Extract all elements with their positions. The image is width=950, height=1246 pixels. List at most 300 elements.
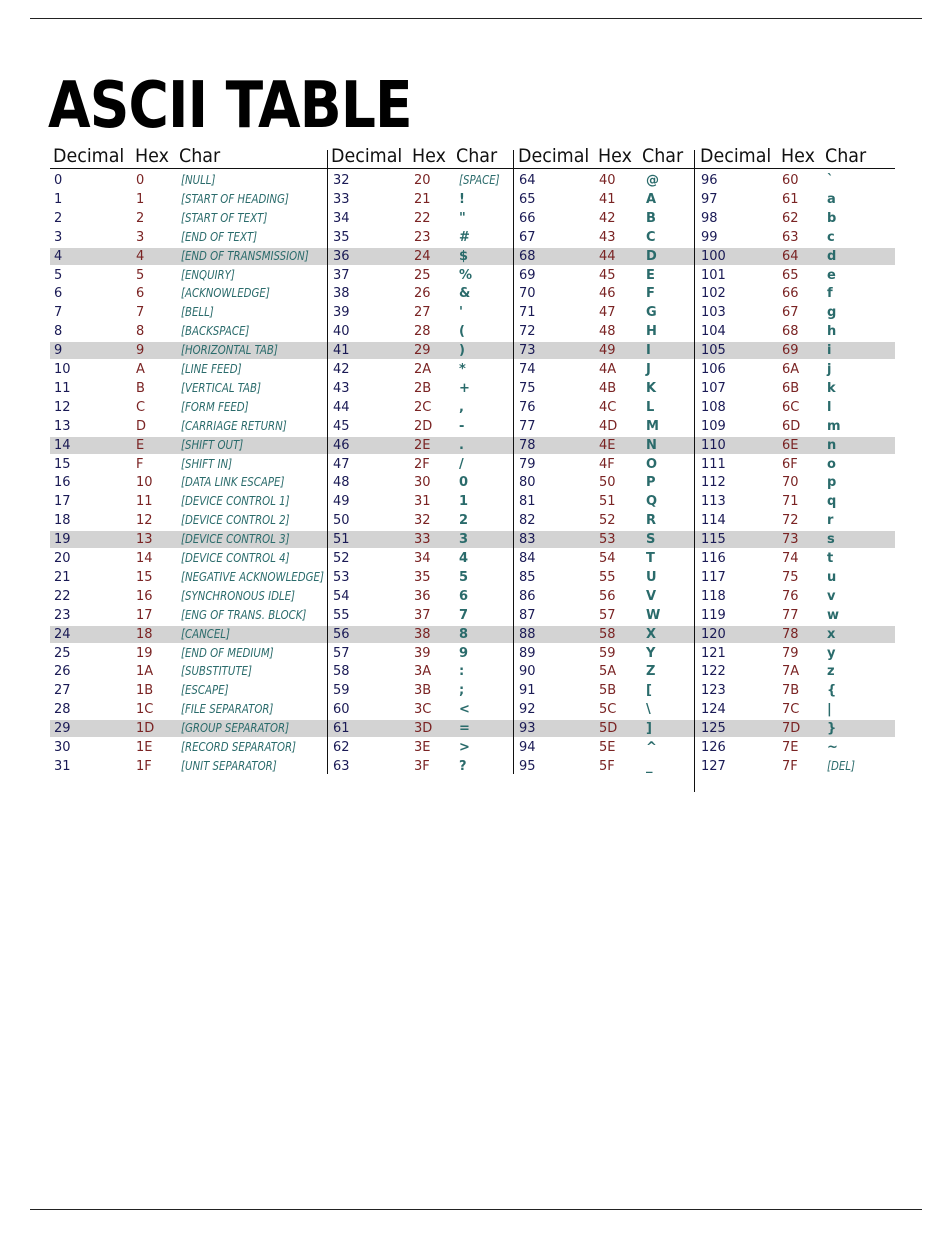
hex-cell: 51 bbox=[599, 494, 616, 510]
decimal-cell: 49 bbox=[333, 494, 350, 510]
char-cell: ] bbox=[646, 721, 652, 737]
decimal-cell: 116 bbox=[701, 551, 726, 566]
char-cell: r bbox=[827, 513, 834, 529]
decimal-cell: 0 bbox=[54, 173, 63, 188]
char-cell: $ bbox=[459, 248, 469, 264]
table-row bbox=[0, 662, 950, 681]
decimal-cell: 57 bbox=[333, 645, 350, 661]
hex-cell: 73 bbox=[782, 532, 799, 548]
hex-cell: 48 bbox=[599, 324, 616, 340]
decimal-cell: 109 bbox=[701, 418, 726, 434]
char-cell: J bbox=[646, 362, 651, 377]
hex-cell: 23 bbox=[414, 229, 431, 245]
char-cell: [DEVICE CONTROL 2] bbox=[181, 513, 290, 528]
decimal-cell: 40 bbox=[333, 324, 350, 340]
char-cell: ' bbox=[459, 305, 463, 321]
hex-cell: 78 bbox=[782, 626, 799, 642]
decimal-cell: 114 bbox=[701, 513, 726, 529]
char-cell: l bbox=[827, 399, 832, 415]
char-cell: [END OF TEXT] bbox=[181, 229, 258, 244]
decimal-cell: 21 bbox=[54, 569, 71, 585]
header-hex-2: Hex bbox=[412, 145, 446, 167]
hex-cell: 12 bbox=[136, 513, 153, 529]
char-cell: u bbox=[827, 569, 837, 585]
decimal-cell: 115 bbox=[701, 532, 726, 548]
char-cell: c bbox=[827, 229, 835, 245]
hex-cell: 4B bbox=[599, 380, 617, 396]
hex-cell: 41 bbox=[599, 191, 616, 207]
decimal-cell: 93 bbox=[519, 721, 536, 737]
hex-cell: 64 bbox=[782, 248, 799, 264]
decimal-cell: 17 bbox=[54, 494, 71, 510]
decimal-cell: 84 bbox=[519, 551, 536, 566]
decimal-cell: 31 bbox=[54, 758, 71, 774]
char-cell: d bbox=[827, 248, 837, 264]
char-cell: [BACKSPACE] bbox=[181, 324, 250, 339]
hex-cell: 6 bbox=[136, 286, 145, 302]
hex-cell: 74 bbox=[782, 551, 799, 566]
hex-cell: 29 bbox=[414, 343, 431, 359]
char-cell: I bbox=[646, 343, 651, 359]
hex-cell: 5D bbox=[599, 721, 618, 737]
char-cell: [END OF TRANSMISSION] bbox=[181, 248, 309, 263]
char-cell: y bbox=[827, 645, 836, 661]
char-cell: [VERTICAL TAB] bbox=[181, 380, 262, 395]
decimal-cell: 26 bbox=[54, 664, 71, 680]
decimal-cell: 33 bbox=[333, 191, 350, 207]
header-char-1: Char bbox=[179, 145, 221, 167]
char-cell: 9 bbox=[459, 645, 469, 661]
decimal-cell: 22 bbox=[54, 588, 71, 604]
char-cell: % bbox=[459, 267, 473, 283]
hex-cell: A bbox=[136, 362, 145, 377]
decimal-cell: 88 bbox=[519, 626, 536, 642]
char-cell: D bbox=[646, 248, 657, 264]
decimal-cell: 63 bbox=[333, 758, 350, 774]
decimal-cell: 47 bbox=[333, 456, 350, 472]
decimal-cell: 102 bbox=[701, 286, 726, 302]
decimal-cell: 12 bbox=[54, 399, 71, 415]
char-cell: @ bbox=[646, 173, 659, 188]
hex-cell: 52 bbox=[599, 513, 616, 529]
hex-cell: 50 bbox=[599, 475, 616, 491]
hex-cell: 40 bbox=[599, 173, 616, 188]
char-cell: ~ bbox=[827, 740, 838, 755]
table-row bbox=[0, 379, 950, 398]
char-cell: [SHIFT OUT] bbox=[181, 437, 244, 452]
char-cell: - bbox=[459, 418, 465, 434]
decimal-cell: 32 bbox=[333, 173, 350, 188]
char-cell: < bbox=[459, 702, 470, 718]
decimal-cell: 54 bbox=[333, 588, 350, 604]
decimal-cell: 58 bbox=[333, 664, 350, 680]
hex-cell: 70 bbox=[782, 475, 799, 491]
hex-cell: 1F bbox=[136, 758, 152, 774]
hex-cell: 79 bbox=[782, 645, 799, 661]
char-cell: & bbox=[459, 286, 471, 302]
hex-cell: 13 bbox=[136, 532, 153, 548]
decimal-cell: 106 bbox=[701, 362, 726, 377]
decimal-cell: 52 bbox=[333, 551, 350, 566]
char-cell: \ bbox=[646, 702, 651, 718]
char-cell: p bbox=[827, 475, 837, 491]
decimal-cell: 50 bbox=[333, 513, 350, 529]
decimal-cell: 78 bbox=[519, 437, 536, 453]
decimal-cell: 44 bbox=[333, 399, 350, 415]
hex-cell: 5E bbox=[599, 740, 616, 755]
char-cell: x bbox=[827, 626, 836, 642]
hex-cell: 3F bbox=[414, 758, 430, 774]
decimal-cell: 20 bbox=[54, 551, 71, 566]
table-row bbox=[0, 700, 950, 719]
char-cell: [LINE FEED] bbox=[181, 362, 242, 376]
decimal-cell: 10 bbox=[54, 362, 71, 377]
decimal-cell: 29 bbox=[54, 721, 71, 737]
header-hex-4: Hex bbox=[781, 145, 815, 167]
hex-cell: 3C bbox=[414, 702, 432, 718]
hex-cell: 3D bbox=[414, 721, 433, 737]
decimal-cell: 119 bbox=[701, 607, 726, 623]
decimal-cell: 24 bbox=[54, 626, 71, 642]
char-cell: M bbox=[646, 418, 659, 434]
hex-cell: B bbox=[136, 380, 145, 396]
hex-cell: 7B bbox=[782, 683, 800, 699]
decimal-cell: 19 bbox=[54, 532, 71, 548]
hex-cell: 24 bbox=[414, 248, 431, 264]
table-row bbox=[0, 436, 950, 455]
decimal-cell: 80 bbox=[519, 475, 536, 491]
char-cell: ; bbox=[459, 683, 465, 699]
char-cell: = bbox=[459, 721, 470, 737]
hex-cell: 65 bbox=[782, 267, 799, 283]
char-cell: T bbox=[646, 551, 655, 566]
char-cell: [START OF HEADING] bbox=[181, 191, 289, 206]
char-cell: N bbox=[646, 437, 657, 453]
header-char-4: Char bbox=[825, 145, 867, 167]
hex-cell: 10 bbox=[136, 475, 153, 491]
decimal-cell: 38 bbox=[333, 286, 350, 302]
char-cell: ! bbox=[459, 191, 465, 207]
hex-cell: 3A bbox=[414, 664, 432, 680]
char-cell: [DEL] bbox=[827, 758, 855, 773]
char-cell: f bbox=[827, 286, 833, 302]
decimal-cell: 74 bbox=[519, 362, 536, 377]
hex-cell: 17 bbox=[136, 607, 153, 623]
char-cell: t bbox=[827, 551, 834, 566]
char-cell: [END OF MEDIUM] bbox=[181, 645, 274, 660]
table-row bbox=[0, 530, 950, 549]
char-cell: [START OF TEXT] bbox=[181, 210, 268, 225]
header-decimal-3: Decimal bbox=[518, 145, 590, 167]
decimal-cell: 46 bbox=[333, 437, 350, 453]
hex-cell: 43 bbox=[599, 229, 616, 245]
table-row bbox=[0, 360, 950, 379]
char-cell: Y bbox=[646, 645, 656, 661]
decimal-cell: 34 bbox=[333, 210, 350, 226]
hex-cell: E bbox=[136, 437, 145, 453]
decimal-cell: 41 bbox=[333, 343, 350, 359]
table-row bbox=[0, 228, 950, 247]
decimal-cell: 14 bbox=[54, 437, 71, 453]
table-row bbox=[0, 511, 950, 530]
char-cell: O bbox=[646, 456, 658, 472]
page-title: ASCII TABLE bbox=[48, 69, 412, 143]
table-row bbox=[0, 171, 950, 190]
decimal-cell: 126 bbox=[701, 740, 726, 755]
char-cell: [HORIZONTAL TAB] bbox=[181, 343, 278, 358]
decimal-cell: 118 bbox=[701, 588, 726, 604]
hex-cell: 72 bbox=[782, 513, 799, 529]
hex-cell: 53 bbox=[599, 532, 616, 548]
decimal-cell: 39 bbox=[333, 305, 350, 321]
hex-cell: 58 bbox=[599, 626, 616, 642]
table-row bbox=[0, 757, 950, 776]
hex-cell: 4C bbox=[599, 399, 617, 415]
decimal-cell: 8 bbox=[54, 324, 63, 340]
decimal-cell: 71 bbox=[519, 305, 536, 321]
char-cell: [SUBSTITUTE] bbox=[181, 664, 252, 679]
char-cell: z bbox=[827, 664, 835, 680]
hex-cell: 3B bbox=[414, 683, 432, 699]
hex-cell: 28 bbox=[414, 324, 431, 340]
table-row bbox=[0, 190, 950, 209]
char-cell: 8 bbox=[459, 626, 469, 642]
hex-cell: 1D bbox=[136, 721, 155, 737]
char-cell: 6 bbox=[459, 588, 469, 604]
decimal-cell: 82 bbox=[519, 513, 536, 529]
hex-cell: 49 bbox=[599, 343, 616, 359]
hex-cell: 54 bbox=[599, 551, 616, 566]
hex-cell: 16 bbox=[136, 588, 153, 604]
decimal-cell: 87 bbox=[519, 607, 536, 623]
decimal-cell: 85 bbox=[519, 569, 536, 585]
char-cell: m bbox=[827, 418, 841, 434]
table-row bbox=[0, 492, 950, 511]
char-cell: [NEGATIVE ACKNOWLEDGE] bbox=[181, 569, 324, 584]
char-cell: [CANCEL] bbox=[181, 626, 230, 641]
table-row bbox=[0, 568, 950, 587]
decimal-cell: 35 bbox=[333, 229, 350, 245]
decimal-cell: 92 bbox=[519, 702, 536, 718]
hex-cell: 2D bbox=[414, 418, 433, 434]
hex-cell: 2F bbox=[414, 456, 430, 472]
char-cell: k bbox=[827, 380, 836, 396]
decimal-cell: 113 bbox=[701, 494, 726, 510]
char-cell: [ bbox=[646, 683, 652, 699]
char-cell: , bbox=[459, 399, 464, 415]
char-cell: a bbox=[827, 191, 836, 207]
hex-cell: 38 bbox=[414, 626, 431, 642]
decimal-cell: 55 bbox=[333, 607, 350, 623]
char-cell: ) bbox=[459, 343, 465, 359]
char-cell: : bbox=[459, 664, 465, 680]
decimal-cell: 70 bbox=[519, 286, 536, 302]
table-row bbox=[0, 247, 950, 266]
hex-cell: 2C bbox=[414, 399, 432, 415]
table-row bbox=[0, 606, 950, 625]
table-row bbox=[0, 209, 950, 228]
table-row bbox=[0, 587, 950, 606]
char-cell: e bbox=[827, 267, 836, 283]
char-cell: . bbox=[459, 437, 464, 453]
decimal-cell: 73 bbox=[519, 343, 536, 359]
decimal-cell: 79 bbox=[519, 456, 536, 472]
hex-cell: 63 bbox=[782, 229, 799, 245]
decimal-cell: 45 bbox=[333, 418, 350, 434]
decimal-cell: 121 bbox=[701, 645, 726, 661]
char-cell: [DATA LINK ESCAPE] bbox=[181, 475, 285, 490]
decimal-cell: 68 bbox=[519, 248, 536, 264]
char-cell: L bbox=[646, 399, 655, 415]
table-row bbox=[0, 341, 950, 360]
decimal-cell: 18 bbox=[54, 513, 71, 529]
char-cell: V bbox=[646, 588, 657, 604]
decimal-cell: 65 bbox=[519, 191, 536, 207]
decimal-cell: 97 bbox=[701, 191, 718, 207]
char-cell: + bbox=[459, 380, 470, 396]
char-cell: [ESCAPE] bbox=[181, 683, 229, 698]
char-cell: 3 bbox=[459, 532, 469, 548]
char-cell: " bbox=[459, 210, 466, 226]
char-cell: q bbox=[827, 494, 837, 510]
char-cell: A bbox=[646, 191, 657, 207]
hex-cell: 4E bbox=[599, 437, 616, 453]
decimal-cell: 112 bbox=[701, 475, 726, 491]
hex-cell: 5C bbox=[599, 702, 617, 718]
decimal-cell: 23 bbox=[54, 607, 71, 623]
hex-cell: 7 bbox=[136, 305, 145, 321]
hex-cell: 7E bbox=[782, 740, 799, 755]
hex-cell: 0 bbox=[136, 173, 145, 188]
decimal-cell: 36 bbox=[333, 248, 350, 264]
decimal-cell: 117 bbox=[701, 569, 726, 585]
header-char-3: Char bbox=[642, 145, 684, 167]
char-cell: 5 bbox=[459, 569, 469, 585]
table-row bbox=[0, 322, 950, 341]
hex-cell: 69 bbox=[782, 343, 799, 359]
hex-cell: 1E bbox=[136, 740, 153, 755]
decimal-cell: 83 bbox=[519, 532, 536, 548]
hex-cell: 6A bbox=[782, 362, 800, 377]
decimal-cell: 110 bbox=[701, 437, 726, 453]
decimal-cell: 42 bbox=[333, 362, 350, 377]
hex-cell: C bbox=[136, 399, 146, 415]
hex-cell: 21 bbox=[414, 191, 431, 207]
table-row bbox=[0, 644, 950, 663]
hex-cell: 19 bbox=[136, 645, 153, 661]
decimal-cell: 15 bbox=[54, 456, 71, 472]
hex-cell: 8 bbox=[136, 324, 145, 340]
hex-cell: 35 bbox=[414, 569, 431, 585]
table-row bbox=[0, 549, 950, 568]
decimal-cell: 6 bbox=[54, 286, 63, 302]
decimal-cell: 64 bbox=[519, 173, 536, 188]
table-row bbox=[0, 455, 950, 474]
hex-cell: 1A bbox=[136, 664, 154, 680]
hex-cell: 2E bbox=[414, 437, 431, 453]
char-cell: ` bbox=[827, 173, 834, 188]
char-cell: X bbox=[646, 626, 657, 642]
decimal-cell: 81 bbox=[519, 494, 536, 510]
decimal-cell: 28 bbox=[54, 702, 71, 718]
decimal-cell: 125 bbox=[701, 721, 726, 737]
hex-cell: 1C bbox=[136, 702, 154, 718]
char-cell: [DEVICE CONTROL 1] bbox=[181, 494, 290, 509]
decimal-cell: 7 bbox=[54, 305, 63, 321]
hex-cell: 1B bbox=[136, 683, 154, 699]
hex-cell: 5 bbox=[136, 267, 145, 283]
decimal-cell: 123 bbox=[701, 683, 726, 699]
decimal-cell: 72 bbox=[519, 324, 536, 340]
hex-cell: 67 bbox=[782, 305, 799, 321]
hex-cell: 37 bbox=[414, 607, 431, 623]
decimal-cell: 62 bbox=[333, 740, 350, 755]
char-cell: [DEVICE CONTROL 4] bbox=[181, 551, 290, 565]
hex-cell: 6D bbox=[782, 418, 801, 434]
hex-cell: 15 bbox=[136, 569, 153, 585]
decimal-cell: 124 bbox=[701, 702, 726, 718]
hex-cell: 6C bbox=[782, 399, 800, 415]
hex-cell: 5F bbox=[599, 758, 615, 774]
table-row bbox=[0, 738, 950, 757]
header-decimal-1: Decimal bbox=[53, 145, 125, 167]
char-cell: [SPACE] bbox=[459, 173, 500, 187]
char-cell: 1 bbox=[459, 494, 469, 510]
hex-cell: 14 bbox=[136, 551, 153, 566]
decimal-cell: 11 bbox=[54, 380, 71, 396]
hex-cell: 5B bbox=[599, 683, 617, 699]
decimal-cell: 122 bbox=[701, 664, 726, 680]
hex-cell: 3 bbox=[136, 229, 145, 245]
decimal-cell: 3 bbox=[54, 229, 63, 245]
decimal-cell: 75 bbox=[519, 380, 536, 396]
decimal-cell: 108 bbox=[701, 399, 726, 415]
char-cell: j bbox=[827, 362, 832, 377]
hex-cell: 25 bbox=[414, 267, 431, 283]
hex-cell: 32 bbox=[414, 513, 431, 529]
hex-cell: 62 bbox=[782, 210, 799, 226]
char-cell: [GROUP SEPARATOR] bbox=[181, 721, 290, 736]
char-cell: * bbox=[459, 362, 466, 377]
header-hex-3: Hex bbox=[598, 145, 632, 167]
table-row bbox=[0, 266, 950, 285]
hex-cell: 59 bbox=[599, 645, 616, 661]
hex-cell: 45 bbox=[599, 267, 616, 283]
hex-cell: 2A bbox=[414, 362, 432, 377]
decimal-cell: 9 bbox=[54, 343, 63, 359]
char-cell: U bbox=[646, 569, 657, 585]
decimal-cell: 105 bbox=[701, 343, 726, 359]
decimal-cell: 99 bbox=[701, 229, 718, 245]
hex-cell: 60 bbox=[782, 173, 799, 188]
char-cell: b bbox=[827, 210, 837, 226]
decimal-cell: 25 bbox=[54, 645, 71, 661]
decimal-cell: 53 bbox=[333, 569, 350, 585]
char-cell: W bbox=[646, 607, 661, 623]
char-cell: [ENG OF TRANS. BLOCK] bbox=[181, 607, 307, 622]
decimal-cell: 69 bbox=[519, 267, 536, 283]
decimal-cell: 127 bbox=[701, 758, 726, 774]
header-char-2: Char bbox=[456, 145, 498, 167]
hex-cell: 4F bbox=[599, 456, 615, 472]
hex-cell: 61 bbox=[782, 191, 799, 207]
header-decimal-4: Decimal bbox=[700, 145, 772, 167]
hex-cell: 77 bbox=[782, 607, 799, 623]
char-cell: # bbox=[459, 229, 470, 245]
hex-cell: 18 bbox=[136, 626, 153, 642]
decimal-cell: 5 bbox=[54, 267, 63, 283]
char-cell: [FILE SEPARATOR] bbox=[181, 702, 274, 717]
